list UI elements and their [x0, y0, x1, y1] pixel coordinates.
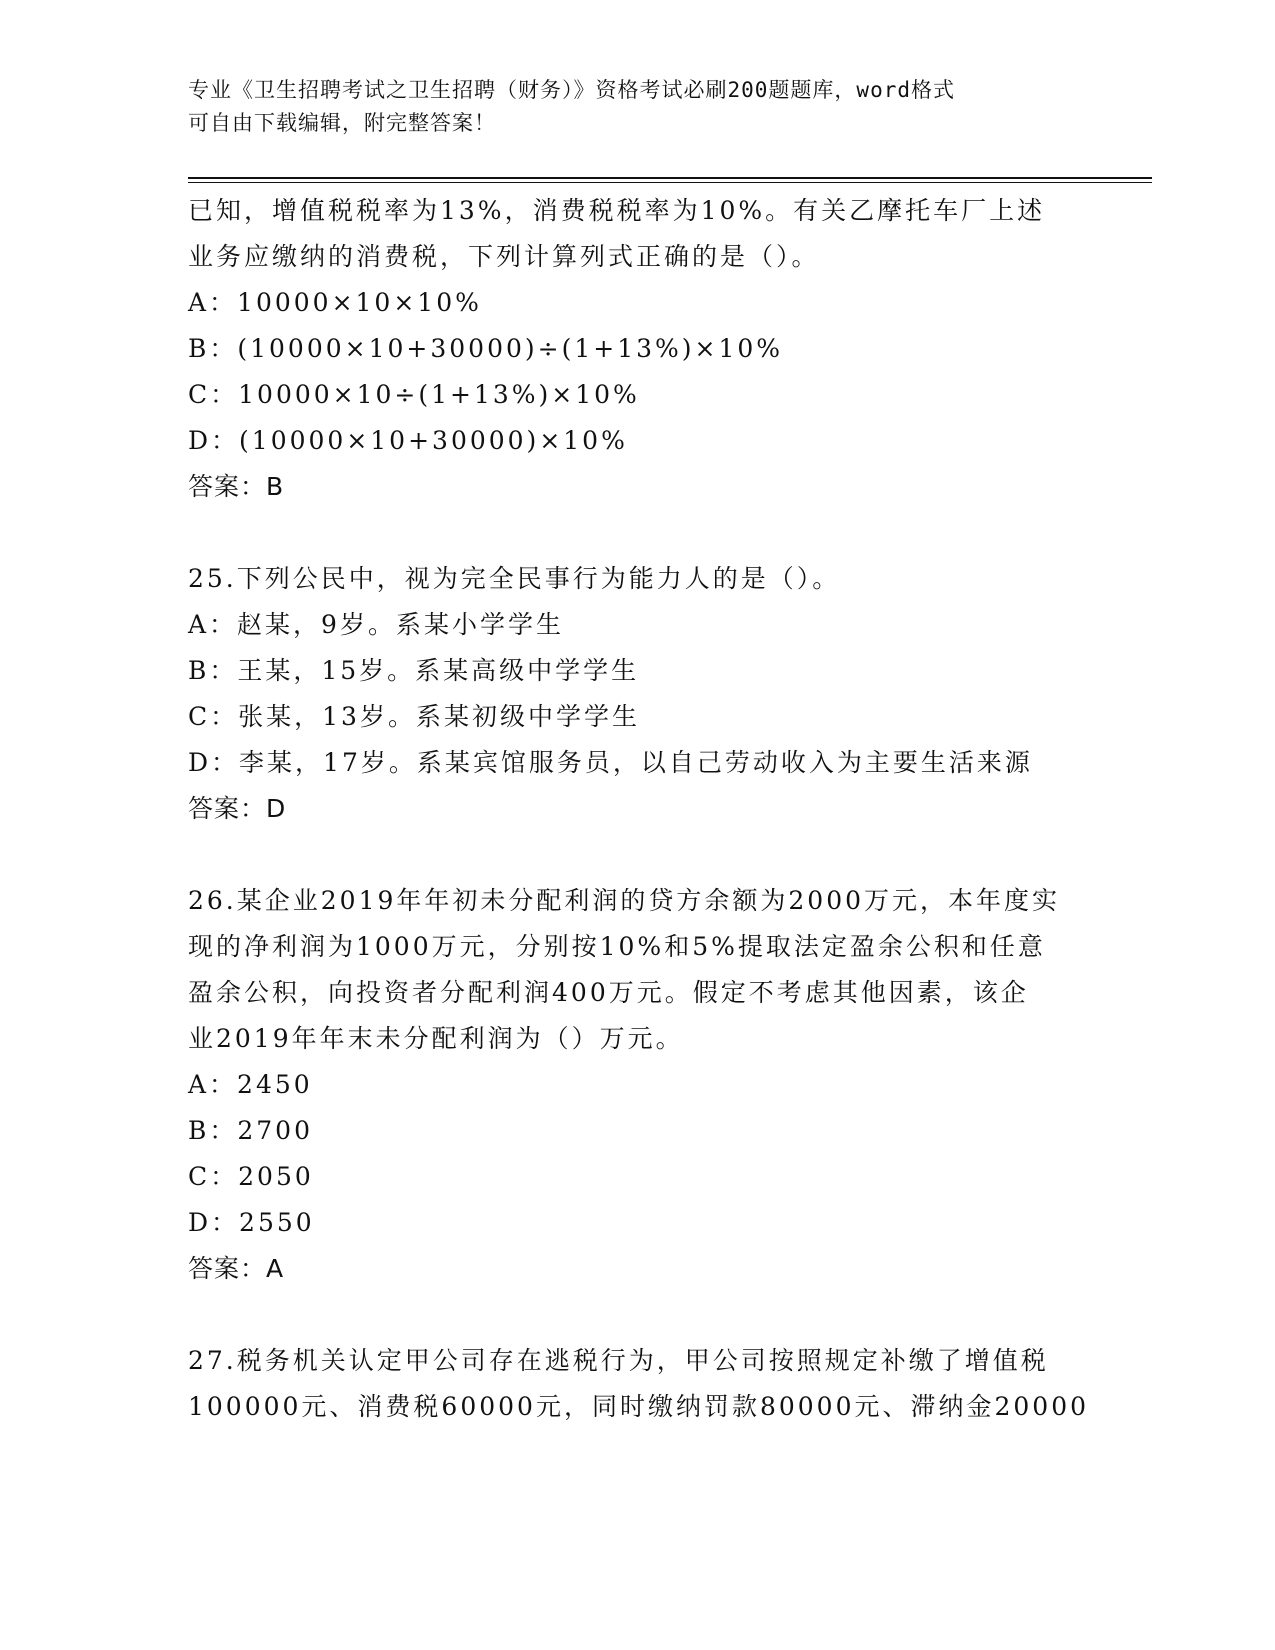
option-a: A：赵某，9岁。系某小学学生 — [188, 610, 564, 639]
document-header — [188, 74, 1088, 140]
header-divider-thin — [188, 182, 1152, 183]
header-divider-thick — [188, 177, 1152, 179]
answer-line: 答案：B — [188, 472, 285, 501]
spacer — [188, 832, 1088, 878]
question-24 — [188, 188, 1088, 510]
question-text-line: 业务应缴纳的消费税，下列计算列式正确的是（）。 — [188, 242, 820, 271]
option-a: A：10000×10×10% — [188, 288, 482, 317]
question-text-line: 已知，增值税税率为13%，消费税税率为10%。有关乙摩托车厂上述 — [188, 196, 1046, 225]
question-text-line: 盈余公积，向投资者分配利润400万元。假定不考虑其他因素，该企 — [188, 978, 1029, 1007]
answer-line: 答案：A — [188, 1254, 285, 1283]
question-text-line: 100000元、消费税60000元，同时缴纳罚款80000元、滞纳金20000 — [188, 1392, 1090, 1421]
header-line-1: 专业《卫生招聘考试之卫生招聘（财务）》资格考试必刷200题题库，word格式 — [188, 78, 955, 102]
option-b: B：2700 — [188, 1116, 313, 1145]
option-d: D：(10000×10+30000)×10% — [188, 426, 628, 455]
question-text-line: 26.某企业2019年年初未分配利润的贷方余额为2000万元，本年度实 — [188, 886, 1061, 915]
question-text-line: 25.下列公民中，视为完全民事行为能力人的是（）。 — [188, 564, 841, 593]
header-line-2: 可自由下载编辑，附完整答案！ — [188, 111, 496, 135]
question-27 — [188, 1338, 1088, 1430]
answer-line: 答案：D — [188, 794, 287, 823]
question-text-line: 27.税务机关认定甲公司存在逃税行为，甲公司按照规定补缴了增值税 — [188, 1346, 1049, 1375]
option-d: D：李某，17岁。系某宾馆服务员，以自己劳动收入为主要生活来源 — [188, 748, 1033, 777]
option-b: B：王某，15岁。系某高级中学学生 — [188, 656, 640, 685]
question-content — [188, 188, 1088, 1430]
option-c: C：张某，13岁。系某初级中学学生 — [188, 702, 640, 731]
option-c: C：2050 — [188, 1162, 314, 1191]
option-b: B：(10000×10+30000)÷(1+13%)×10% — [188, 334, 784, 363]
question-text-line: 业2019年年末未分配利润为（）万元。 — [188, 1024, 684, 1053]
option-a: A：2450 — [188, 1070, 313, 1099]
question-25 — [188, 556, 1088, 832]
option-d: D：2550 — [188, 1208, 315, 1237]
option-c: C：10000×10÷(1+13%)×10% — [188, 380, 640, 409]
question-text-line: 现的净利润为1000万元，分别按10%和5%提取法定盈余公积和任意 — [188, 932, 1046, 961]
spacer — [188, 1292, 1088, 1338]
spacer — [188, 510, 1088, 556]
question-26 — [188, 878, 1088, 1292]
